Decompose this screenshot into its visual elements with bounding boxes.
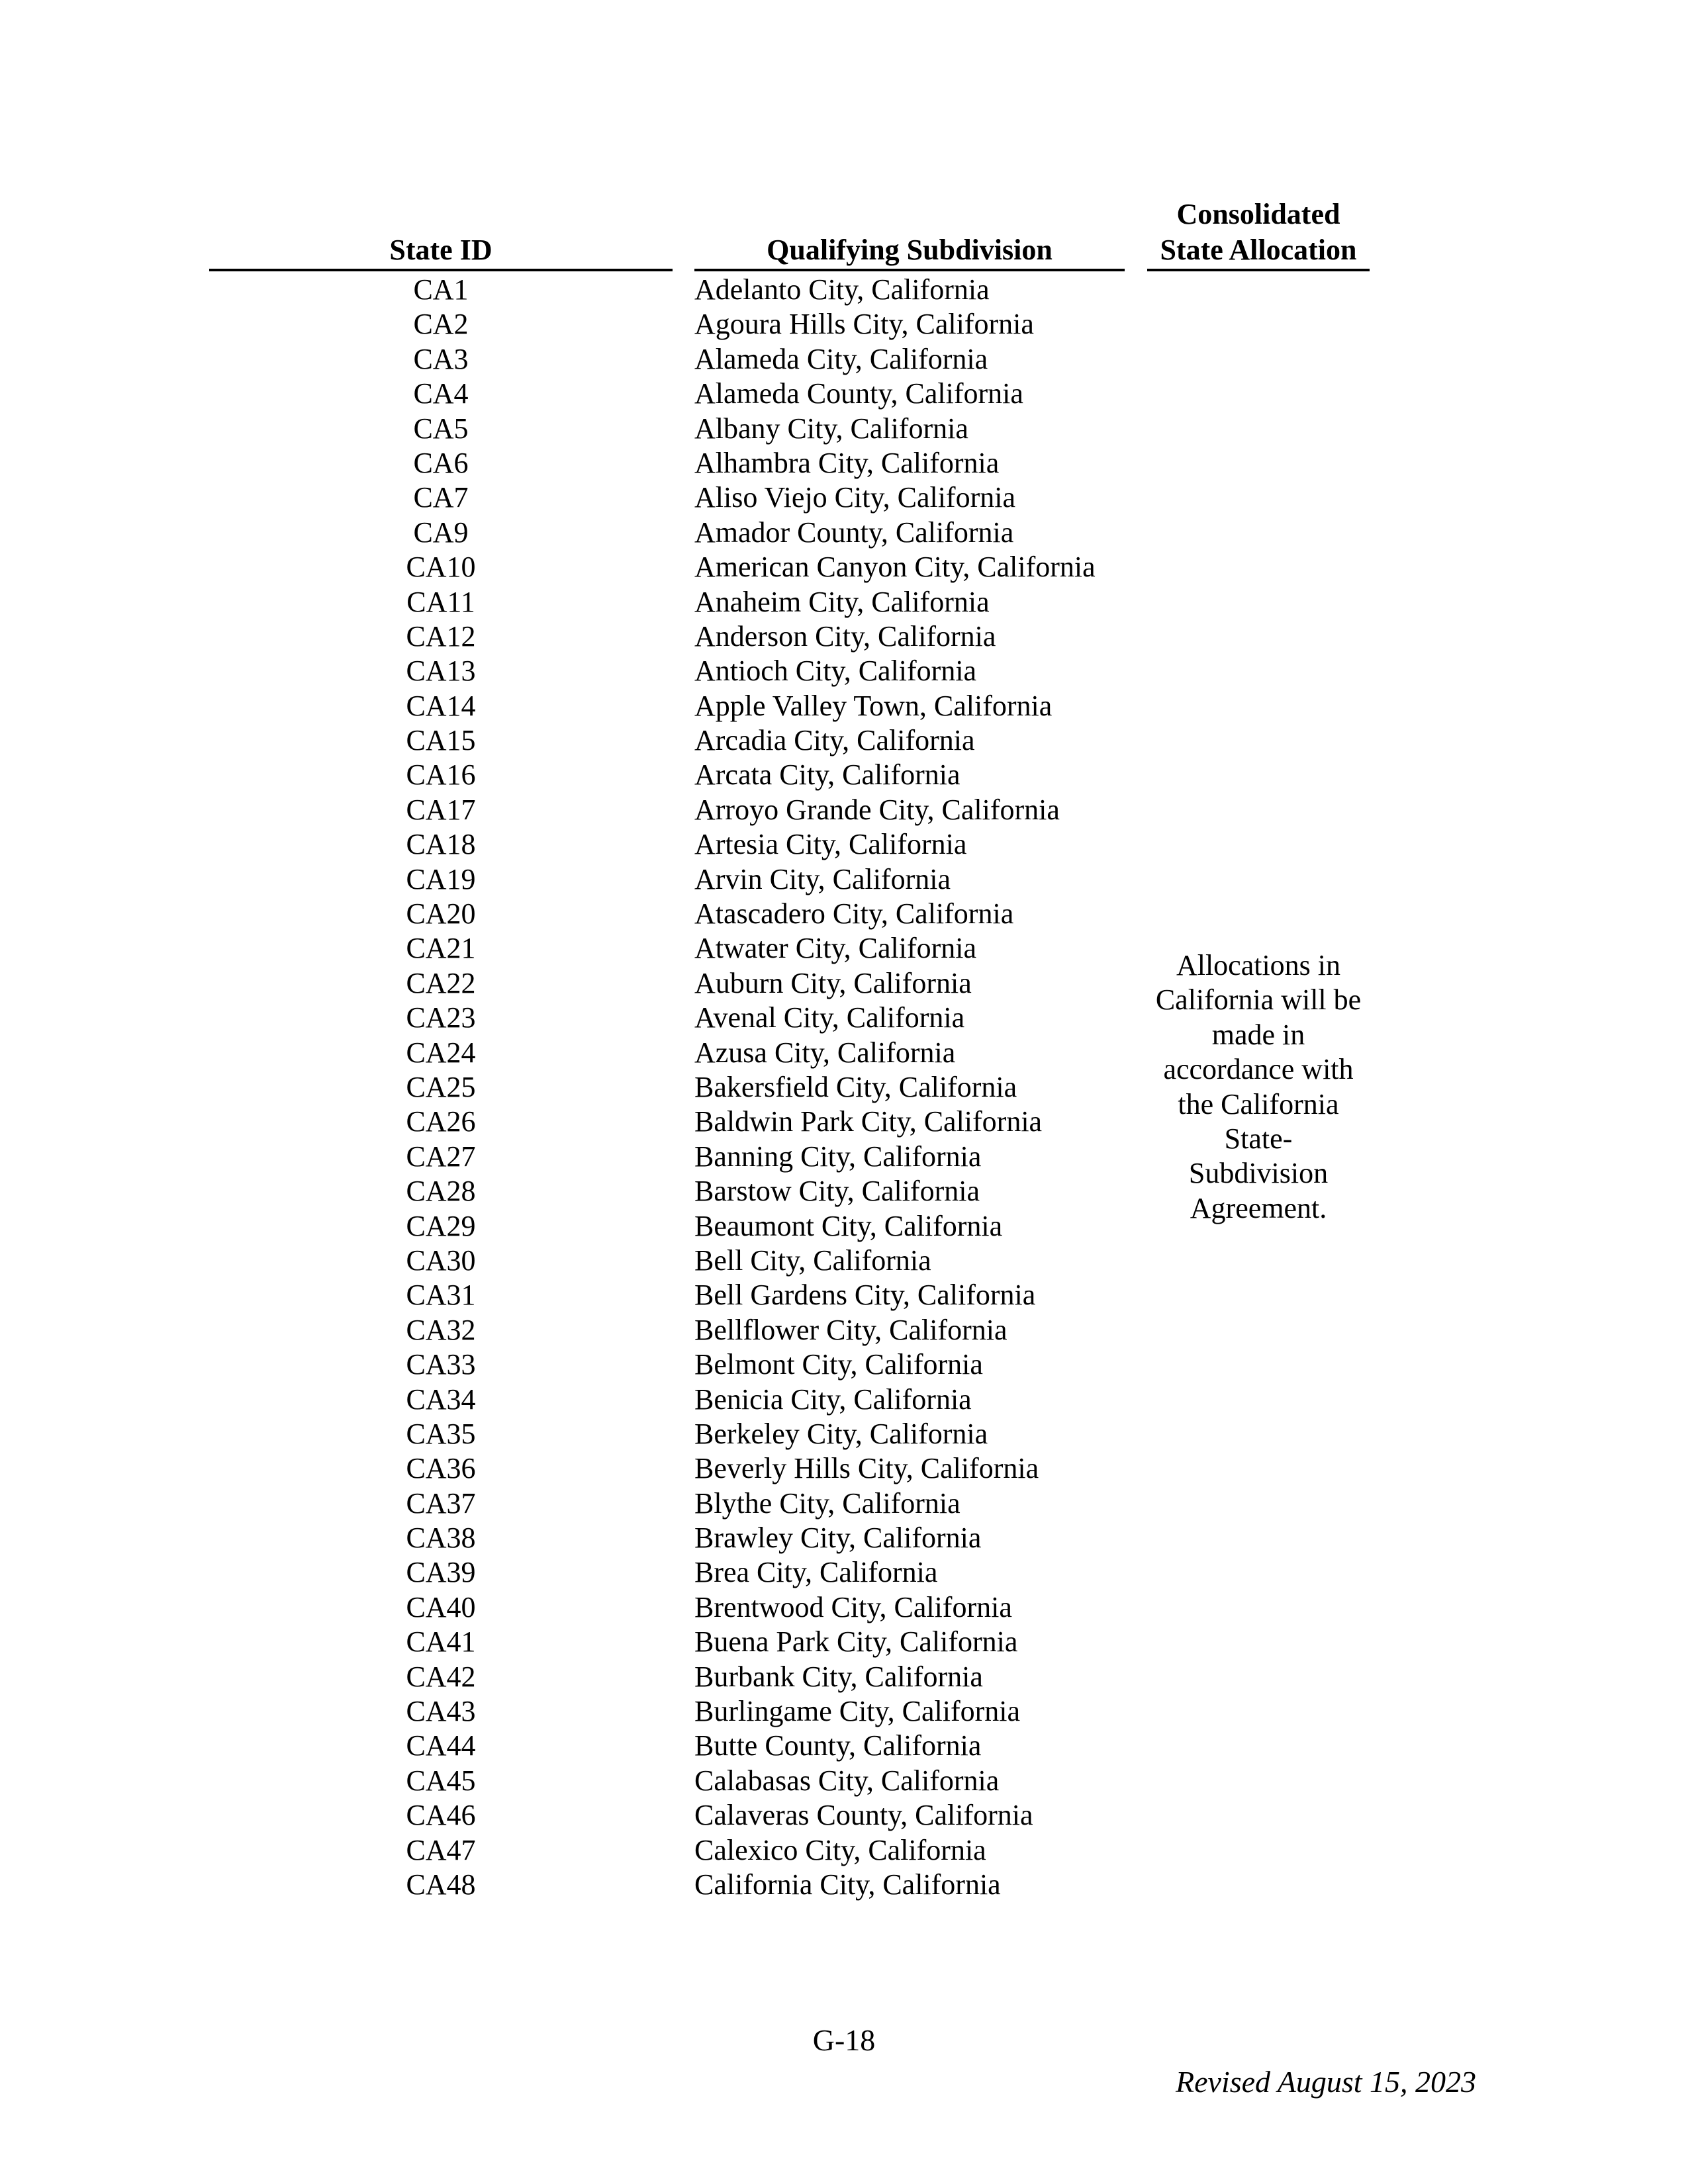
state-id-cell: CA21 [406, 932, 476, 965]
subdivision-cell: Albany City, California [694, 412, 968, 445]
state-id-cell: CA48 [406, 1868, 476, 1901]
state-id-cell: CA46 [406, 1799, 476, 1832]
state-id-cell: CA47 [406, 1833, 476, 1866]
state-id-cell: CA7 [413, 481, 469, 514]
header-state-id: State ID [389, 234, 492, 266]
subdivision-cell: Burlingame City, California [694, 1695, 1021, 1728]
subdivision-cell: Agoura Hills City, California [694, 308, 1034, 341]
subdivision-cell: Anaheim City, California [694, 585, 990, 618]
subdivision-cell: Beverly Hills City, California [694, 1452, 1039, 1485]
state-id-cell: CA16 [406, 758, 476, 792]
subdivision-cell: Barstow City, California [694, 1175, 980, 1208]
subdivision-cell: Berkeley City, California [694, 1417, 988, 1450]
state-id-cell: CA32 [406, 1313, 476, 1346]
subdivision-cell: Burbank City, California [694, 1660, 983, 1693]
subdivision-header-rule [694, 269, 1125, 271]
state-id-cell: CA30 [406, 1244, 476, 1277]
state-id-cell: CA40 [406, 1590, 476, 1623]
header-qualifying-subdivision: Qualifying Subdivision [767, 234, 1053, 266]
allocation-note-line: State- [1224, 1122, 1293, 1156]
subdivision-cell: Beaumont City, California [694, 1209, 1003, 1242]
subdivision-cell: Alhambra City, California [694, 446, 1000, 479]
state-id-header-rule [209, 269, 673, 271]
header-consolidated-allocation-line1: Consolidated [1176, 198, 1340, 230]
subdivision-cell: Buena Park City, California [694, 1625, 1018, 1659]
state-id-cell: CA36 [406, 1452, 476, 1485]
subdivision-cell: Arroyo Grande City, California [694, 793, 1060, 826]
subdivision-cell: Atascadero City, California [694, 897, 1014, 931]
allocation-note-line: Subdivision [1188, 1157, 1329, 1190]
state-id-cell: CA39 [406, 1556, 476, 1589]
state-id-cell: CA14 [406, 689, 476, 722]
state-id-cell: CA13 [406, 655, 476, 688]
subdivision-cell: Azusa City, California [694, 1036, 956, 1069]
state-id-cell: CA44 [406, 1729, 476, 1762]
state-id-cell: CA24 [406, 1036, 476, 1069]
subdivision-cell: Benicia City, California [694, 1383, 972, 1416]
state-id-cell: CA25 [406, 1070, 476, 1103]
allocation-note-line: Allocations in [1176, 949, 1341, 981]
subdivision-cell: Adelanto City, California [694, 273, 990, 306]
state-id-cell: CA35 [406, 1417, 476, 1450]
subdivision-cell: Banning City, California [694, 1140, 982, 1173]
subdivision-cell: Blythe City, California [694, 1486, 961, 1520]
header-consolidated-allocation-line2: State Allocation [1160, 234, 1357, 266]
subdivision-cell: Arcadia City, California [694, 724, 975, 757]
state-id-cell: CA17 [406, 793, 476, 826]
state-id-cell: CA10 [406, 551, 476, 584]
allocation-header-rule [1147, 269, 1370, 271]
state-id-cell: CA3 [413, 342, 469, 375]
state-id-column [209, 273, 673, 1902]
subdivision-cell: American Canyon City, California [694, 551, 1096, 584]
subdivision-cell: Arvin City, California [694, 862, 951, 895]
subdivision-cell: Brawley City, California [694, 1522, 982, 1555]
state-id-cell: CA43 [406, 1695, 476, 1728]
state-id-cell: CA29 [406, 1209, 476, 1242]
state-id-cell: CA41 [406, 1625, 476, 1659]
state-id-cell: CA2 [413, 308, 469, 341]
subdivision-cell: Anderson City, California [694, 619, 996, 653]
state-id-cell: CA28 [406, 1175, 476, 1208]
state-id-cell: CA31 [406, 1279, 476, 1312]
subdivision-cell: Bellflower City, California [694, 1313, 1008, 1346]
subdivision-cell: Calaveras County, California [694, 1799, 1033, 1832]
subdivision-cell: Alameda City, California [694, 342, 988, 375]
state-id-cell: CA15 [406, 724, 476, 757]
subdivision-cell: Arcata City, California [694, 758, 961, 792]
state-id-cell: CA37 [406, 1486, 476, 1520]
subdivision-cell: Aliso Viejo City, California [694, 481, 1015, 514]
allocation-note-line: accordance with [1163, 1053, 1354, 1086]
allocation-note-line: California will be [1155, 983, 1362, 1017]
state-id-cell: CA1 [413, 273, 469, 306]
page-number: G-18 [812, 2023, 876, 2057]
state-id-cell: CA19 [406, 862, 476, 895]
allocation-note-line: the California [1178, 1087, 1339, 1120]
subdivision-cell: Artesia City, California [694, 828, 967, 861]
state-id-cell: CA23 [406, 1001, 476, 1034]
state-id-cell: CA26 [406, 1105, 476, 1138]
subdivision-cell: Amador County, California [694, 516, 1014, 549]
subdivision-cell: Avenal City, California [694, 1001, 965, 1034]
revision-date: Revised August 15, 2023 [1176, 2065, 1476, 2099]
state-id-cell: CA11 [406, 585, 475, 618]
state-id-cell: CA27 [406, 1140, 476, 1173]
subdivision-cell: Belmont City, California [694, 1348, 983, 1381]
subdivision-cell: California City, California [694, 1868, 1001, 1901]
subdivision-cell: Calexico City, California [694, 1833, 986, 1866]
state-id-cell: CA42 [406, 1660, 476, 1693]
subdivision-cell: Bell Gardens City, California [694, 1279, 1036, 1312]
state-id-cell: CA12 [406, 619, 476, 653]
subdivision-cell: Antioch City, California [694, 655, 977, 688]
state-id-cell: CA4 [413, 377, 469, 410]
subdivision-cell: Brea City, California [694, 1556, 938, 1589]
subdivision-cell: Alameda County, California [694, 377, 1023, 410]
subdivision-cell: Atwater City, California [694, 932, 977, 965]
subdivision-cell: Apple Valley Town, California [694, 689, 1053, 722]
state-id-cell: CA38 [406, 1522, 476, 1555]
subdivision-cell: Baldwin Park City, California [694, 1105, 1043, 1138]
subdivision-cell: Calabasas City, California [694, 1764, 1000, 1797]
state-id-cell: CA20 [406, 897, 476, 931]
state-id-cell: CA6 [413, 446, 469, 479]
allocation-note-line: Agreement. [1190, 1191, 1327, 1224]
state-id-cell: CA34 [406, 1383, 476, 1416]
state-id-cell: CA18 [406, 828, 476, 861]
state-id-cell: CA9 [413, 516, 469, 549]
state-id-cell: CA33 [406, 1348, 476, 1381]
allocation-note-line: made in [1211, 1018, 1305, 1051]
state-id-cell: CA5 [413, 412, 469, 445]
subdivision-cell: Butte County, California [694, 1729, 982, 1762]
subdivision-column [694, 273, 1145, 1902]
subdivision-cell: Bell City, California [694, 1244, 931, 1277]
subdivision-cell: Auburn City, California [694, 966, 972, 999]
subdivision-cell: Brentwood City, California [694, 1590, 1012, 1623]
subdivision-cell: Bakersfield City, California [694, 1070, 1017, 1103]
state-id-cell: CA45 [406, 1764, 476, 1797]
allocation-note [1147, 948, 1370, 1226]
state-id-cell: CA22 [406, 966, 476, 999]
